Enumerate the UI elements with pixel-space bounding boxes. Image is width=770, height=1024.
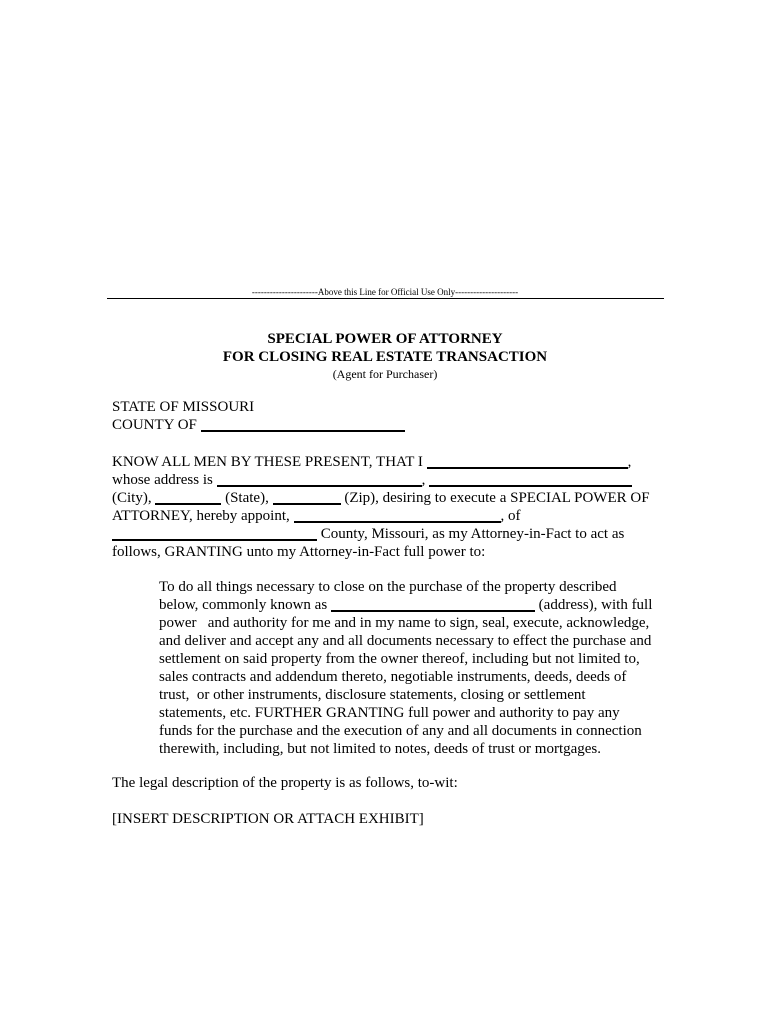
powers-line-9: funds for the purchase and the execution of any and all documents in connection — [159, 723, 642, 739]
grantor-name-blank[interactable] — [427, 454, 628, 469]
intro-line-5 — [112, 525, 624, 543]
intro-text: ATTORNEY, hereby appoint, — [112, 508, 290, 524]
powers-line-6: sales contracts and addendum thereto, negotiable instruments, deeds, deeds of — [159, 669, 627, 685]
intro-line-1 — [112, 453, 631, 471]
powers-text: (address), with full — [538, 597, 653, 613]
intro-line-4 — [112, 507, 521, 525]
powers-line-1: To do all things necessary to close on the purchase of the property described — [159, 579, 617, 595]
county-label: COUNTY OF — [112, 417, 197, 433]
attorney-name-blank[interactable] — [294, 508, 501, 523]
state-label: STATE OF MISSOURI — [112, 399, 255, 415]
address-blank-2[interactable] — [429, 472, 632, 487]
intro-text: (Zip), desiring to execute a SPECIAL POWER OF — [344, 490, 650, 506]
county-line — [112, 416, 405, 434]
legal-description-label: The legal description of the property is as follows, to-wit: — [112, 775, 458, 791]
intro-text: County, Missouri, as my Attorney-in-Fact to act as — [320, 526, 625, 542]
powers-line-7: trust, or other instruments, disclosure statements, closing or settlement — [159, 687, 586, 703]
intro-text: whose address is — [112, 472, 213, 488]
address-blank[interactable] — [217, 472, 422, 487]
powers-line-10: therewith, including, but not limited to notes, deeds of trust or mortgages. — [159, 741, 602, 757]
intro-text: , of — [500, 508, 521, 524]
insert-description-placeholder: [INSERT DESCRIPTION OR ATTACH EXHIBIT] — [112, 811, 424, 827]
powers-line-8: statements, etc. FURTHER GRANTING full power and authority to pay any — [159, 705, 620, 721]
intro-line-3 — [112, 489, 650, 507]
intro-text: (City), — [112, 490, 152, 506]
powers-line-4: and deliver and accept any and all documents necessary to effect the purchase and — [159, 633, 652, 649]
property-address-blank[interactable] — [331, 597, 535, 612]
document-title-line2: FOR CLOSING REAL ESTATE TRANSACTION — [222, 349, 548, 365]
powers-line-5: settlement on said property from the owner thereof, including but not limited to, — [159, 651, 640, 667]
powers-text: below, commonly known as — [159, 597, 328, 613]
state-blank[interactable] — [273, 490, 341, 505]
official-use-rule — [107, 298, 664, 299]
powers-line-3: power and authority for me and in my name to sign, seal, execute, acknowledge, — [159, 615, 650, 631]
document-title-line1: SPECIAL POWER OF ATTORNEY — [267, 331, 503, 347]
intro-line-6: follows, GRANTING unto my Attorney-in-Fact full power to: — [112, 544, 486, 560]
intro-text: (State), — [225, 490, 269, 506]
state-line — [112, 398, 254, 416]
powers-line-2 — [159, 596, 652, 614]
attorney-county-blank[interactable] — [112, 526, 317, 541]
document-subtitle: (Agent for Purchaser) — [332, 367, 438, 381]
intro-text: , — [421, 472, 426, 488]
intro-line-2 — [112, 471, 632, 489]
county-blank[interactable] — [201, 417, 405, 432]
intro-text: KNOW ALL MEN BY THESE PRESENT, THAT I — [112, 454, 423, 470]
official-use-notice: ----------------------Above this Line for Official Use Only--------------------- — [251, 287, 519, 297]
city-blank[interactable] — [155, 490, 221, 505]
intro-text: , — [627, 454, 632, 470]
